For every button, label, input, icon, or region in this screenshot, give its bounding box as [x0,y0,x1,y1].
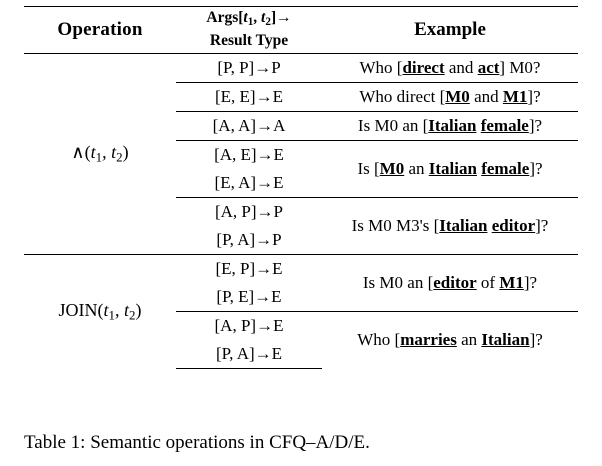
example-text: Is M0 M3's [Italian editor]? [322,197,578,254]
example-text: Who [direct and act] M0? [322,53,578,82]
operation-and: $\wedge(t_1$, $t_2$) [24,53,176,254]
type-signature: [P, E]→E [216,286,282,306]
table-header-row [24,7,578,54]
header-args-line1: $Args[t_1$, $t_2]\to$ [206,9,292,29]
table-row [24,254,578,283]
example-text: Is M0 an [Italian female]? [322,111,578,140]
example-text: Who direct [M0 and M1]? [322,82,578,111]
type-signature: [A, P]→E [176,311,322,340]
type-signature: [E, E]→E [176,82,322,111]
header-example: Example [322,7,578,54]
semantic-operations-table [24,6,578,369]
example-text: Is [M0 an Italian female]? [322,140,578,197]
type-signature: [A, A]→A [176,111,322,140]
table-caption: Table 1: Semantic operations in CFQ–A/D/E. [24,432,370,453]
type-signature: [A, P]→P [176,197,322,226]
header-operation: Operation [24,7,176,54]
header-args-line2: Result Type [209,32,289,50]
header-args-result-type [176,7,322,54]
example-text: Who [marries an Italian]? [322,311,578,368]
type-signature: [E, P]→E [176,254,322,283]
type-signature: [P, A]→E [176,340,322,369]
table-row [24,53,578,82]
example-text: Is M0 an [editor of M1]? [322,254,578,311]
type-signature: [P, P]→P [176,53,322,82]
operation-join: $JOIN(t_1$, $t_2$) [24,254,176,368]
type-signature: [E, A]→E [214,172,284,192]
type-signature: [A, E]→E [176,140,322,169]
type-signature: [P, A]→P [216,229,282,249]
